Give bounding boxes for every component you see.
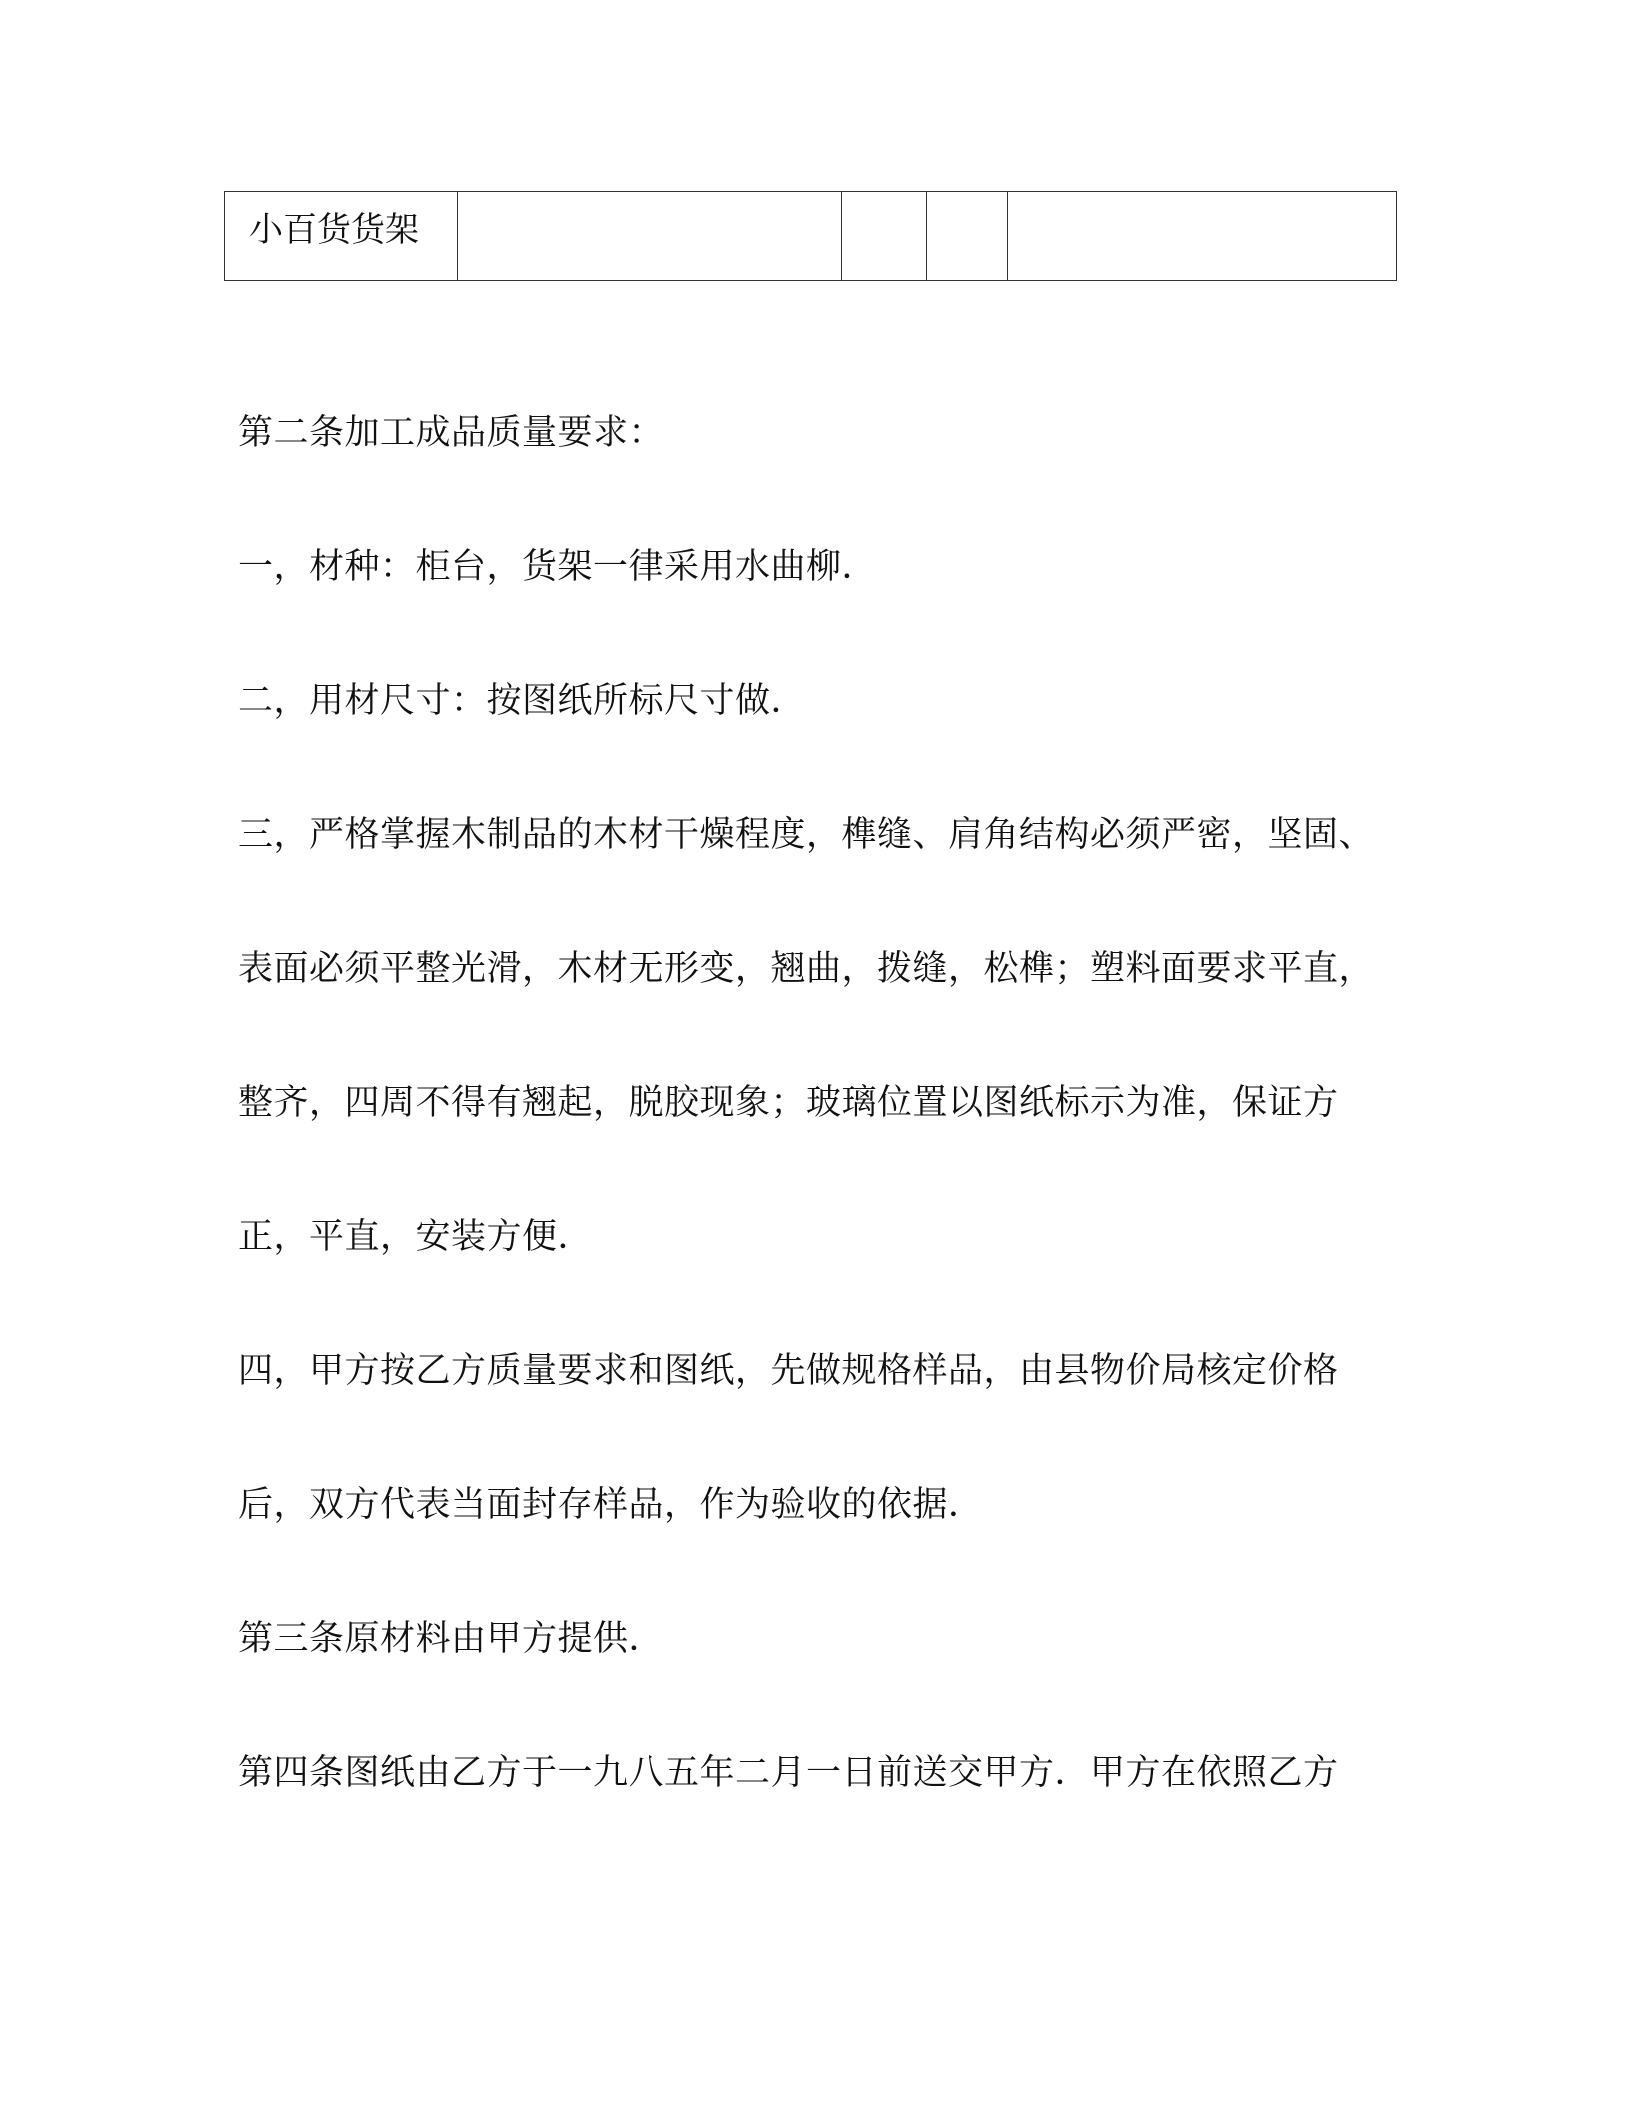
article-3-text: 第三条原材料由甲方提供． [238,1619,665,1659]
text-line: 整齐，四周不得有翘起，脱胶现象；玻璃位置以图纸标示为准，保证方 [238,1083,1339,1123]
text-line: 三，严格掌握木制品的木材干燥程度，榫缝、肩角结构必须严密，坚固、 [238,815,1375,855]
contract-body-text [238,382,1398,1856]
article-4-text: 第四条图纸由乙方于一九八五年二月一日前送交甲方．甲方在依照乙方 [238,1753,1339,1793]
table-cell [927,192,1008,281]
text-line: 表面必须平整光滑，木材无形变，翘曲，拨缝，松榫；塑料面要求平直， [238,949,1375,989]
text-line: 正，平直，安装方便． [238,1217,594,1257]
table-cell [458,192,842,281]
table-row [225,192,1397,281]
text-line: 后，双方代表当面封存样品，作为验收的依据． [238,1485,984,1525]
text-line: 一，材种：柜台，货架一律采用水曲柳． [238,547,878,587]
article-2-heading: 第二条加工成品质量要求： [238,413,665,453]
table-cell-item-name: 小百货货架 [225,192,458,281]
table-cell [1008,192,1397,281]
goods-table [224,191,1397,281]
text-line: 二，用材尺寸：按图纸所标尺寸做． [238,681,807,721]
table-cell [842,192,927,281]
text-line: 四，甲方按乙方质量要求和图纸，先做规格样品，由县物价局核定价格 [238,1351,1339,1391]
